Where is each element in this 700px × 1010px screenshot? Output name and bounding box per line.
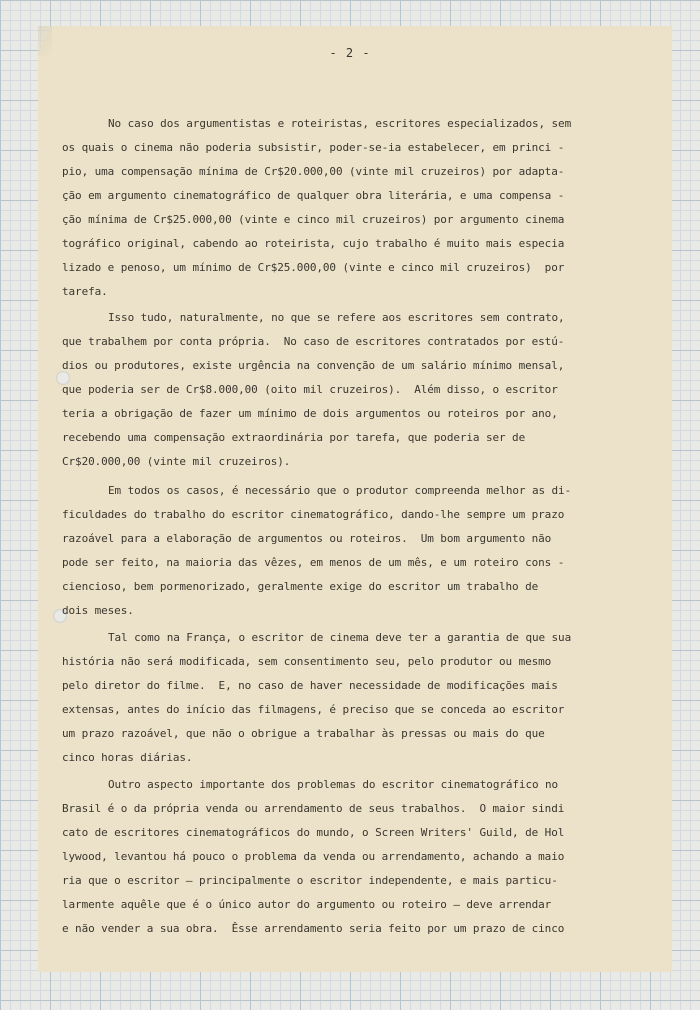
- text-line: ção mínima de Cr$25.000,00 (vinte e cinco mil cruzeiros) por argumento cinema: [62, 213, 565, 226]
- text-line: pelo diretor do filme. E, no caso de haver necessidade de modificações mais: [62, 679, 558, 692]
- text-line: história não será modificada, sem consentimento seu, pelo produtor ou mesmo: [62, 655, 552, 668]
- page-number: - 2 -: [329, 46, 371, 60]
- text-line: lywood, levantou há pouco o problema da venda ou arrendamento, achando a maio: [62, 850, 565, 863]
- text-line: ficuldades do trabalho do escritor cinematográfico, dando-lhe sempre um prazo: [62, 508, 565, 521]
- text-line: cinco horas diárias.: [62, 751, 193, 764]
- text-line: que trabalhem por conta própria. No caso de escritores contratados por estú-: [62, 335, 565, 348]
- text-line: dois meses.: [62, 604, 134, 617]
- text-line: lizado e penoso, um mínimo de Cr$25.000,00 (vinte e cinco mil cruzeiros) por: [62, 261, 565, 274]
- text-line: pode ser feito, na maioria das vêzes, em menos de um mês, e um roteiro cons -: [62, 556, 565, 569]
- text-line: cato de escritores cinematográficos do mundo, o Screen Writers' Guild, de Hol: [62, 826, 565, 839]
- text-line: Outro aspecto importante dos problemas do escritor cinematográfico no: [108, 778, 559, 791]
- text-line: Brasil é o da própria venda ou arrendamento de seus trabalhos. O maior sindi: [62, 802, 565, 815]
- text-line: razoável para a elaboração de argumentos ou roteiros. Um bom argumento não: [62, 532, 552, 545]
- text-line: um prazo razoável, que não o obrigue a trabalhar às pressas ou mais do que: [62, 727, 545, 740]
- text-line: larmente aquêle que é o único autor do argumento ou roteiro — deve arrendar: [62, 898, 552, 911]
- text-line: Isso tudo, naturalmente, no que se refere aos escritores sem contrato,: [108, 311, 565, 324]
- text-line: No caso dos argumentistas e roteiristas, escritores especializados, sem: [108, 117, 572, 130]
- text-line: ciencioso, bem pormenorizado, geralmente exige do escritor um trabalho de: [62, 580, 539, 593]
- text-line: tarefa.: [62, 285, 108, 298]
- text-line: Em todos os casos, é necessário que o produtor compreenda melhor as di-: [108, 484, 572, 497]
- text-line: recebendo uma compensação extraordinária por tarefa, que poderia ser de: [62, 431, 526, 444]
- text-line: extensas, antes do início das filmagens, é preciso que se conceda ao escritor: [62, 703, 565, 716]
- text-line: Cr$20.000,00 (vinte mil cruzeiros).: [62, 455, 291, 468]
- text-line: dios ou produtores, existe urgência na convenção de um salário mínimo mensal,: [62, 359, 565, 372]
- text-line: tográfico original, cabendo ao roteirista, cujo trabalho é muito mais especia: [62, 237, 565, 250]
- text-line: os quais o cinema não poderia subsistir, poder-se-ia estabelecer, em princi -: [62, 141, 565, 154]
- text-line: e não vender a sua obra. Êsse arrendamento seria feito por um prazo de cinco: [62, 922, 565, 935]
- text-line: Tal como na França, o escritor de cinema deve ter a garantia de que sua: [108, 631, 572, 644]
- text-line: que poderia ser de Cr$8.000,00 (oito mil cruzeiros). Além disso, o escritor: [62, 383, 558, 396]
- text-line: ria que o escritor — principalmente o escritor independente, e mais particu-: [62, 874, 558, 887]
- text-line: teria a obrigação de fazer um mínimo de dois argumentos ou roteiros por ano,: [62, 407, 558, 420]
- text-line: ção em argumento cinematográfico de qualquer obra literária, e uma compensa -: [62, 189, 565, 202]
- text-line: pio, uma compensação mínima de Cr$20.000,00 (vinte mil cruzeiros) por adapta-: [62, 165, 565, 178]
